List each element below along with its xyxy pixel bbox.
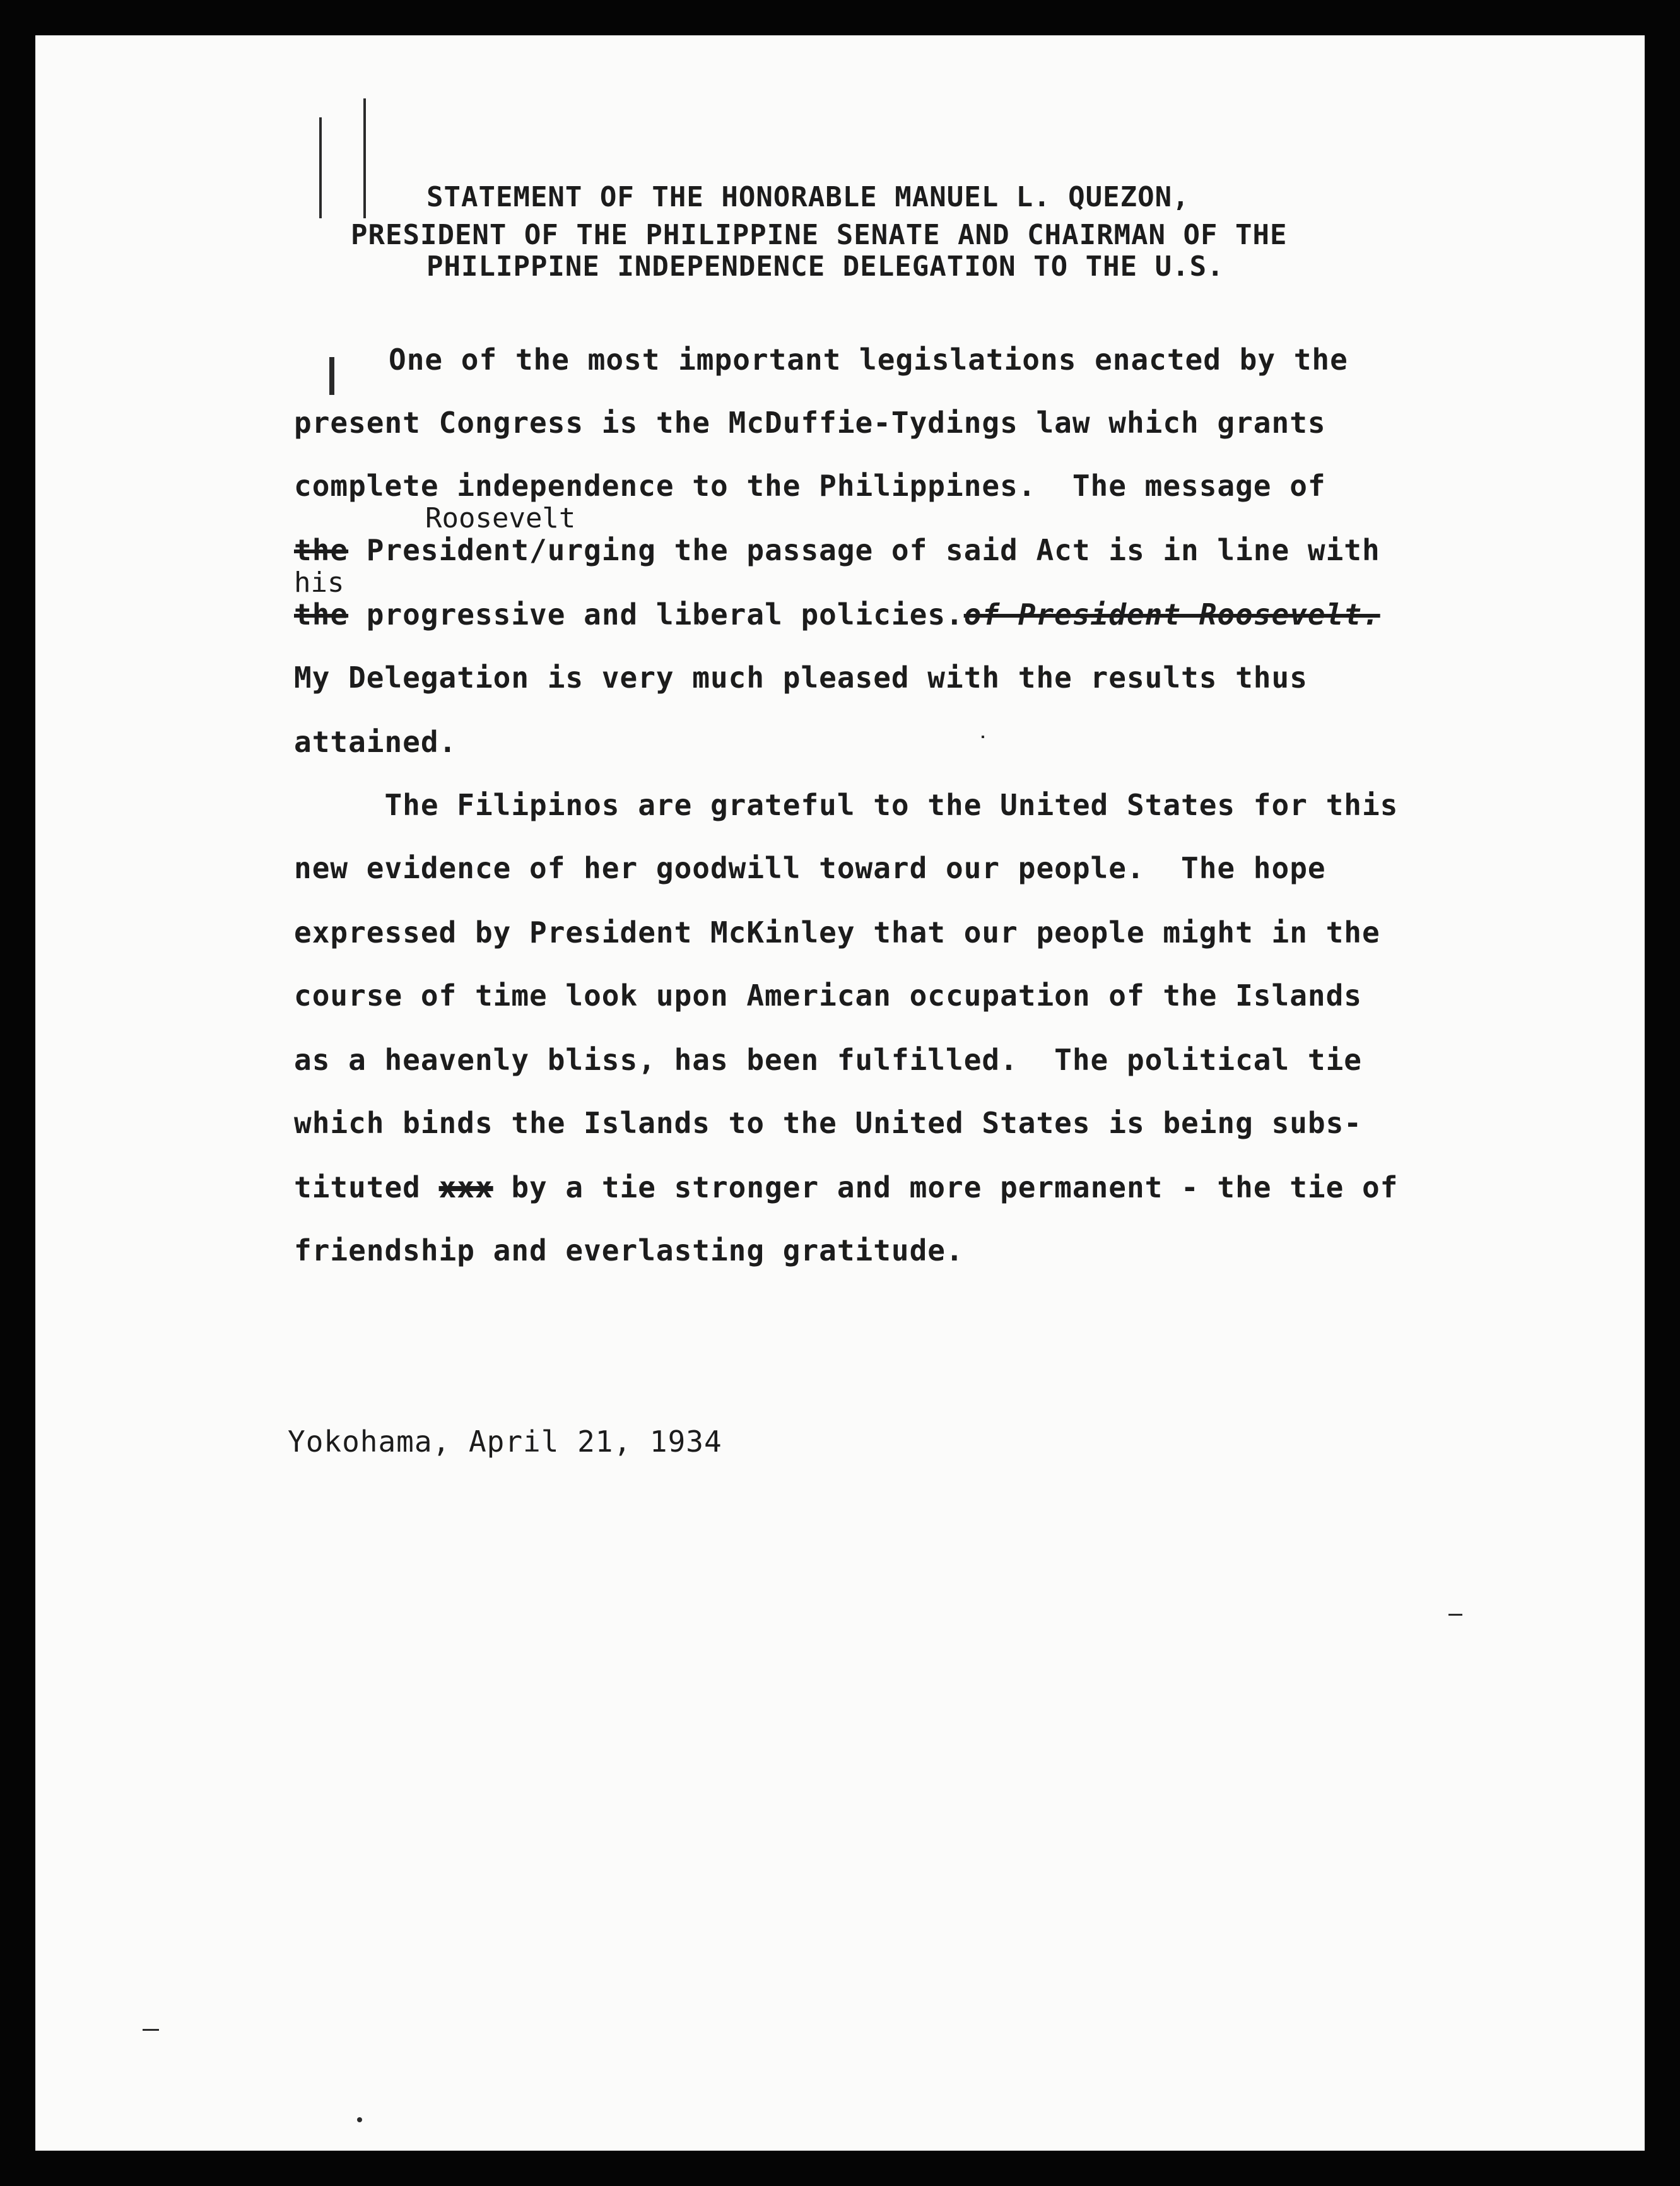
heading-line-1: STATEMENT OF THE HONORABLE MANUEL L. QUEZON, [426,181,1190,213]
speck [143,2029,159,2031]
struck-phrase: of President Roosevelt. [963,597,1380,632]
paragraph-1-line-5 [294,596,1380,633]
paragraph-2-line-1: The Filipinos are grateful to the United States for this [294,788,1399,822]
heading-line-2: PRESIDENT OF THE PHILIPPINE SENATE AND CHAIRMAN OF THE [351,219,1288,251]
paragraph-2-line-3: expressed by President McKinley that our people might in the [294,915,1380,949]
heading-line-3: PHILIPPINE INDEPENDENCE DELEGATION TO THE U.S. [426,250,1225,283]
speck [1448,1614,1462,1616]
paragraph-2-line-8: friendship and everlasting gratitude. [294,1233,964,1267]
paragraph-2-line-7-text-a: tituted [294,1170,439,1204]
inserted-word-roosevelt: Roosevelt [425,502,576,534]
margin-mark [329,357,334,395]
place-and-date: Yokohama, April 21, 1934 [288,1425,722,1459]
struck-word: the [294,597,349,632]
paragraph-1-line-5-text: progressive and liberal policies. [348,597,964,632]
document-page [35,35,1645,2151]
speck [357,2117,362,2122]
paragraph-1-line-4 [294,531,1380,569]
paragraph-1-line-1: One of the most important legislations enacted by the [389,343,1348,377]
paragraph-2-line-2: new evidence of her goodwill toward our people. The hope [294,851,1326,885]
paragraph-2-line-4: course of time look upon American occupation of the Islands [294,978,1362,1013]
paragraph-1-line-6: My Delegation is very much pleased with the results thus [294,661,1308,695]
paragraph-1-line-3: complete independence to the Philippines. The message of [294,469,1326,503]
paragraph-1-line-7: attained. [294,725,457,759]
clip-mark [363,98,366,218]
paragraph-2-line-5: as a heavenly bliss, has been fulfilled. The political tie [294,1043,1362,1077]
struck-word: the [294,533,349,567]
clip-mark [319,117,322,218]
paragraph-2-line-6: which binds the Islands to the United States is being subs- [294,1106,1362,1140]
paragraph-1-line-2: present Congress is the McDuffie-Tydings law which grants [294,406,1326,440]
inserted-word-his: his [294,567,344,599]
struck-word: xxx [438,1170,493,1204]
speck [982,736,984,738]
paragraph-2-line-7-text-b: by a tie stronger and more permanent - the tie of [493,1170,1399,1204]
paragraph-2-line-7 [294,1168,1398,1206]
paragraph-1-line-4-text: President/urging the passage of said Act is in line with [348,533,1380,567]
